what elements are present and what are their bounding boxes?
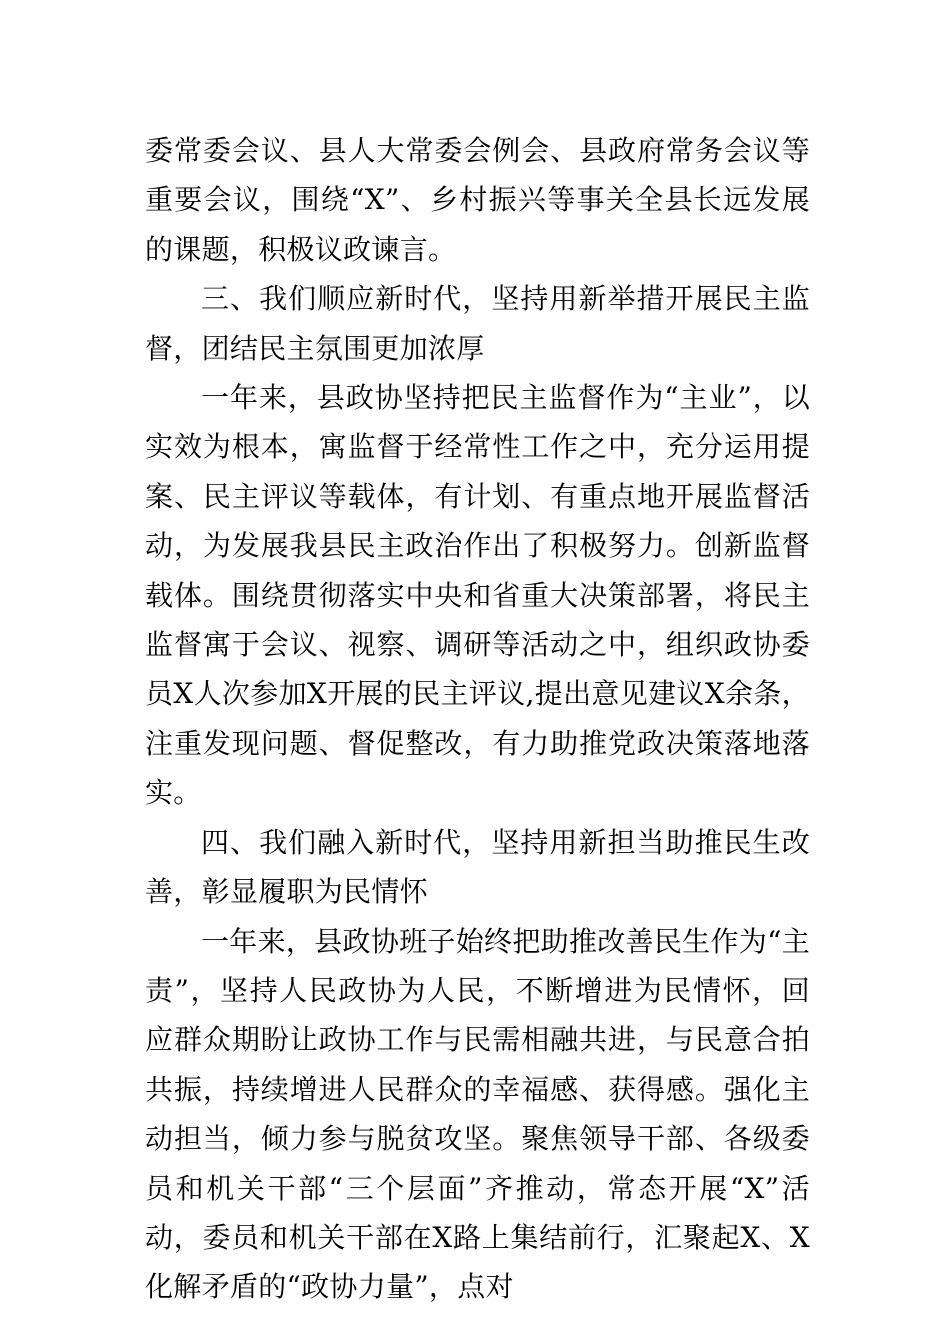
section-heading-four: 四、我们融入新时代，坚持用新担当助推民生改善，彰显履职为民情怀: [145, 825, 810, 909]
paragraph-continuation: 委常委会议、县人大常委会例会、县政府常务会议等重要会议，围绕“X”、乡村振兴等事关全县长远发展的课题，积极议政谏言。: [145, 134, 810, 266]
document-body: [145, 126, 810, 1312]
paragraph-livelihood: 一年来，县政协班子始终把助推改善民生作为“主责”，坚持人民政协为人民，不断增进为民情怀，回应群众期盼让政协工作与民需相融共进，与民意合拍共振，持续增进人民群众的幸福感、获得感。强化主动担当，倾力参与脱贫攻坚。聚焦领导干部、各级委员和机关干部“三个层面”齐推动，常态开展“X”活动，委员和机关干部在X路上集结前行，汇聚起X、X化解矛盾的“政协力量”，点对: [145, 924, 810, 1304]
section-heading-three: 三、我们顺应新时代，坚持用新举措开展民主监督，团结民主氛围更加浓厚: [145, 282, 810, 365]
paragraph-democratic-supervision: 一年来，县政协坚持把民主监督作为“主业”，以实效为根本，寓监督于经常性工作之中，充分运用提案、民主评议等载体，有计划、有重点地开展监督活动，为发展我县民主政治作出了积极努力。创新监督载体。围绕贯彻落实中央和省重大决策部署，将民主监督寓于会议、视察、调研等活动之中，组织政协委员X人次参加X开展的民主评议,提出意见建议X余条，注重发现问题、督促整改，有力助推党政决策落地落实。: [145, 381, 810, 810]
